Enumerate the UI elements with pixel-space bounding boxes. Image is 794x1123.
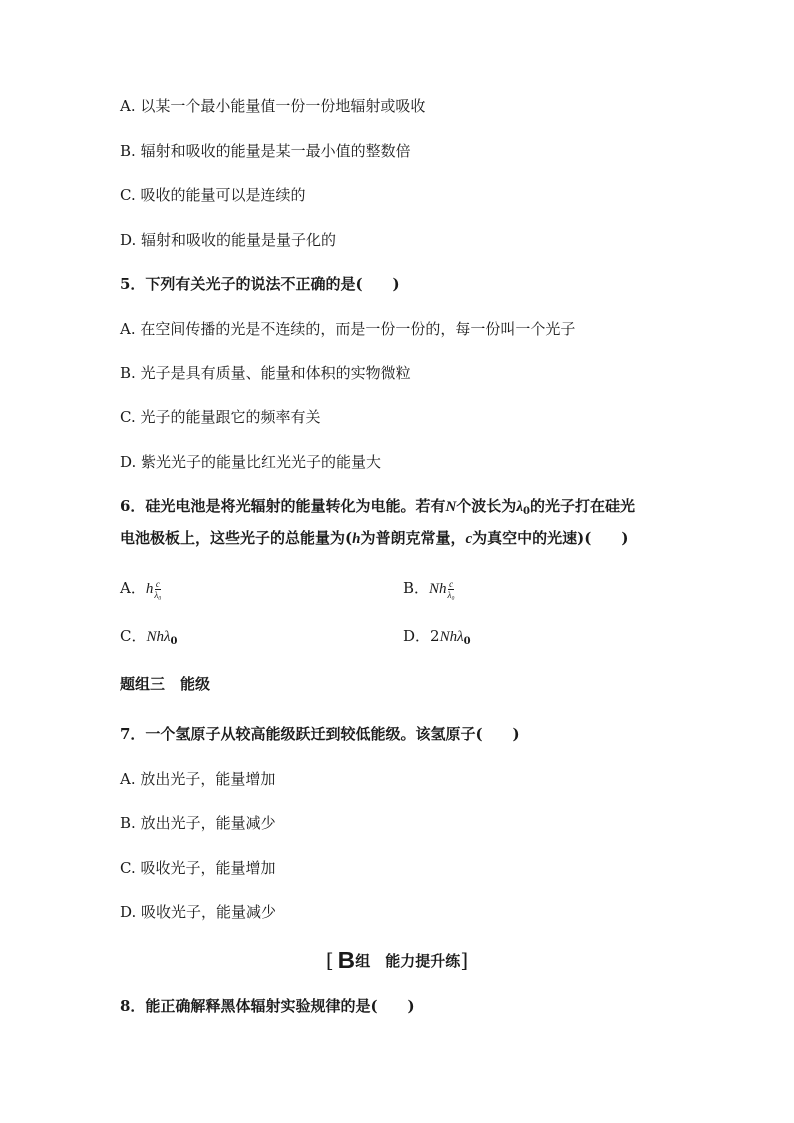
stem-text: 为普朗克常量， [360,529,466,547]
fraction-denominator: λ₀ [154,589,162,600]
q8-stem: 8．能正确解释黑体辐射实验规律的是( ) [120,997,415,1015]
q7-option-a [120,769,275,789]
option-letter: A． [120,579,146,597]
expr-nh-lambda: Nhλ [439,629,464,645]
option-letter: C. [120,408,136,426]
option-letter: D. [120,231,137,249]
var-nh: Nh [429,581,447,597]
option-letter: A. [120,320,136,338]
option-letter: B． [403,579,430,597]
option-text: 吸收光子，能量减少 [141,903,277,921]
var-c: c [465,531,473,547]
q6-stem-line-1 [120,496,635,522]
stem-text: 为真空中的光速)( ) [472,529,629,547]
group-b-header [0,947,794,974]
q5-option-b [120,363,411,383]
fraction-numerator: c [155,578,160,589]
q4-option-d [120,230,336,250]
option-text: 放出光子，能量增加 [140,770,276,788]
subscript-zero: 0 [170,636,178,647]
option-text: 吸收的能量可以是连续的 [140,186,306,204]
fraction-c-over-lambda [448,579,455,600]
bracket-open: [ [325,948,334,972]
option-text: 光子的能量跟它的频率有关 [140,408,321,426]
option-text: 在空间传播的光是不连续的，而是一份一份的，每一份叫一个光子 [140,320,576,338]
expr-nh-lambda: Nhλ [146,629,171,645]
group-b-mark: B [337,947,355,973]
option-letter: D． [403,627,431,645]
q6-option-d [403,626,471,652]
stem-text: 的光子打在硅光 [529,497,635,515]
q4-option-b [120,141,411,161]
option-letter: C． [120,627,147,645]
option-letter: C. [120,186,136,204]
q5-option-d [120,452,381,472]
fraction-c-over-lambda [154,579,161,600]
option-letter: D. [120,903,137,921]
var-h: h [352,531,361,547]
q6-option-b [403,578,455,600]
q6-option-a [120,578,161,600]
q5-stem: 5．下列有关光子的说法不正确的是( ) [120,275,400,293]
q4-option-a [120,96,425,116]
q4-option-c [120,185,306,205]
stem-text: 电池极板上，这些光子的总能量为( [120,529,353,547]
section-title: 题组三 能级 [120,675,211,693]
stem-text: 6．硅光电池是将光辐射的能量转化为电能。若有 [120,497,446,515]
q7-option-d [120,902,276,922]
q5-option-a [120,319,575,339]
q7-option-b [120,813,276,833]
q6-stem-line-2 [120,528,628,549]
option-text: 光子是具有质量、能量和体积的实物微粒 [140,364,411,382]
coefficient: 2 [430,627,440,645]
option-text: 紫光光子的能量比红光光子的能量大 [141,453,382,471]
fraction-denominator: λ₀ [447,589,455,600]
option-text: 吸收光子，能量增加 [140,859,276,877]
option-letter: C. [120,859,136,877]
option-text: 辐射和吸收的能量是某一最小值的整数倍 [140,142,411,160]
option-letter: A. [120,770,136,788]
q5-option-c [120,407,321,427]
option-letter: B. [120,814,136,832]
option-letter: D. [120,453,137,471]
q7-stem: 7．一个氢原子从较高能级跃迁到较低能级。该氢原子( ) [120,725,520,743]
var-lambda: λ [516,499,523,515]
subscript-zero: 0 [463,636,471,647]
option-text: 以某一个最小能量值一份一份地辐射或吸收 [140,97,426,115]
q7-option-c [120,858,276,878]
bracket-close: ] [460,948,469,972]
group-b-label: 组 能力提升练 [355,952,461,970]
option-text: 放出光子，能量减少 [140,814,276,832]
stem-text: 个波长为 [456,497,517,515]
q6-option-c [120,626,177,652]
option-text: 辐射和吸收的能量是量子化的 [141,231,337,249]
subscript-zero: 0 [522,506,530,517]
option-letter: B. [120,364,136,382]
var-h: h [145,581,154,597]
var-n: N [445,499,457,515]
option-letter: B. [120,142,136,160]
fraction-numerator: c [449,578,454,589]
option-letter: A. [120,97,136,115]
